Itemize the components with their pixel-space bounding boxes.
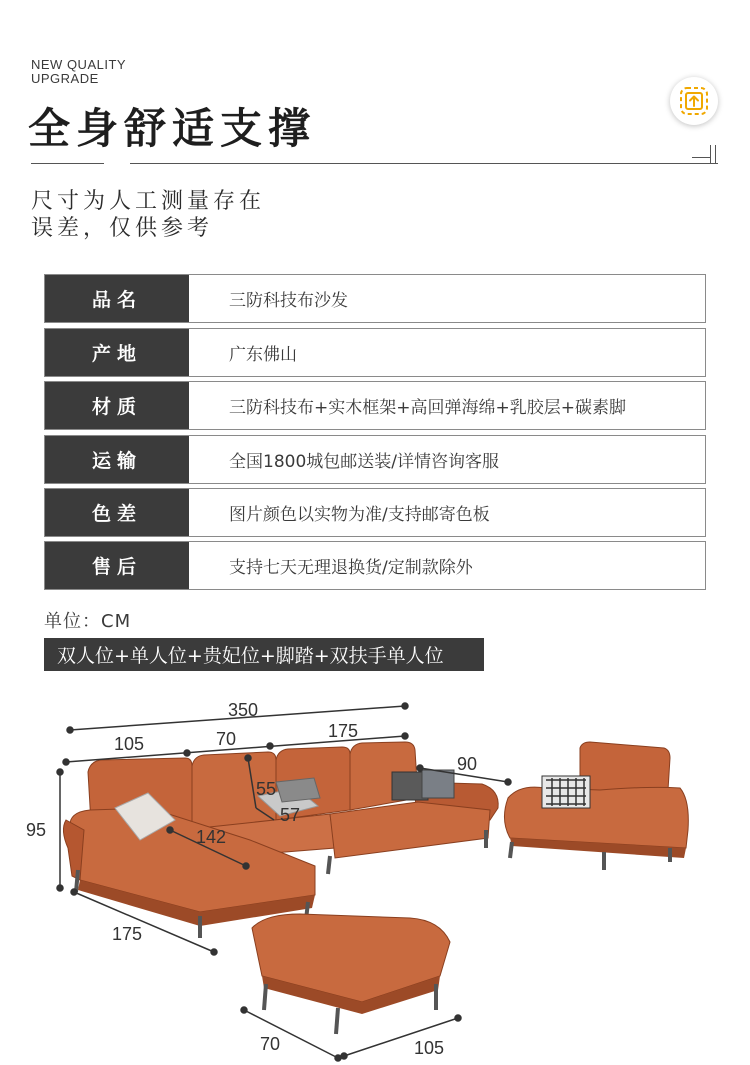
spec-row	[44, 328, 706, 377]
dim-seat-height: 57	[280, 805, 301, 825]
dim-ottoman-depth: 70	[260, 1034, 281, 1054]
dim-height: 95	[26, 820, 47, 840]
dim-seg-70: 70	[216, 729, 237, 749]
dim-total-width: 350	[228, 700, 259, 720]
sofa-dimension-illustration	[0, 680, 750, 1065]
dim-ottoman-width: 105	[414, 1038, 445, 1058]
spec-value: 三防科技布+实木框架+高回弹海绵+乳胶层+碳素脚	[229, 398, 626, 418]
dim-armchair-depth: 90	[457, 754, 478, 774]
divider-mini	[692, 157, 710, 158]
spec-row	[44, 488, 706, 537]
dim-seat-back: 55	[256, 779, 277, 799]
page-title: 全身舒适支撑	[28, 104, 317, 153]
disclaimer-line1: 尺寸为人工测量存在	[31, 189, 266, 214]
sectional-sofa	[63, 742, 498, 938]
dim-seg-175: 175	[328, 721, 359, 741]
spec-row	[44, 381, 706, 430]
dim-chaise-depth: 175	[112, 924, 143, 944]
combo-banner: 双人位+单人位+贵妃位+脚踏+双扶手单人位	[44, 638, 484, 671]
divider-tick	[710, 145, 711, 164]
spec-label: 材质	[45, 382, 189, 429]
spec-value: 支持七天无理退换货/定制款除外	[229, 558, 473, 578]
dim-seg-105: 105	[114, 734, 145, 754]
divider-tick	[715, 145, 716, 164]
dim-chaise-length: 142	[196, 827, 227, 847]
divider-long	[130, 163, 718, 164]
spec-label: 色差	[45, 489, 189, 536]
spec-row	[44, 541, 706, 590]
spec-value: 图片颜色以实物为准/支持邮寄色板	[229, 505, 490, 525]
arrow-up-icon	[677, 84, 711, 118]
spec-label: 品名	[45, 275, 189, 322]
unit-label: 单位：CM	[44, 611, 132, 632]
armchair	[504, 742, 688, 870]
disclaimer-line2: 误差，仅供参考	[31, 216, 214, 241]
spec-value: 全国1800城包邮送装/详情咨询客服	[229, 452, 499, 472]
spec-label: 产地	[45, 329, 189, 376]
spec-label: 运输	[45, 436, 189, 483]
spec-row	[44, 274, 706, 323]
spec-row	[44, 435, 706, 484]
ottoman	[252, 914, 450, 1034]
tagline-top: NEW QUALITY	[31, 57, 127, 72]
spec-value: 广东佛山	[229, 345, 297, 365]
tagline-bottom: UPGRADE	[31, 71, 99, 86]
scroll-top-button[interactable]	[670, 77, 718, 125]
divider-short	[31, 163, 104, 164]
spec-label: 售后	[45, 542, 189, 589]
spec-value: 三防科技布沙发	[229, 291, 348, 311]
